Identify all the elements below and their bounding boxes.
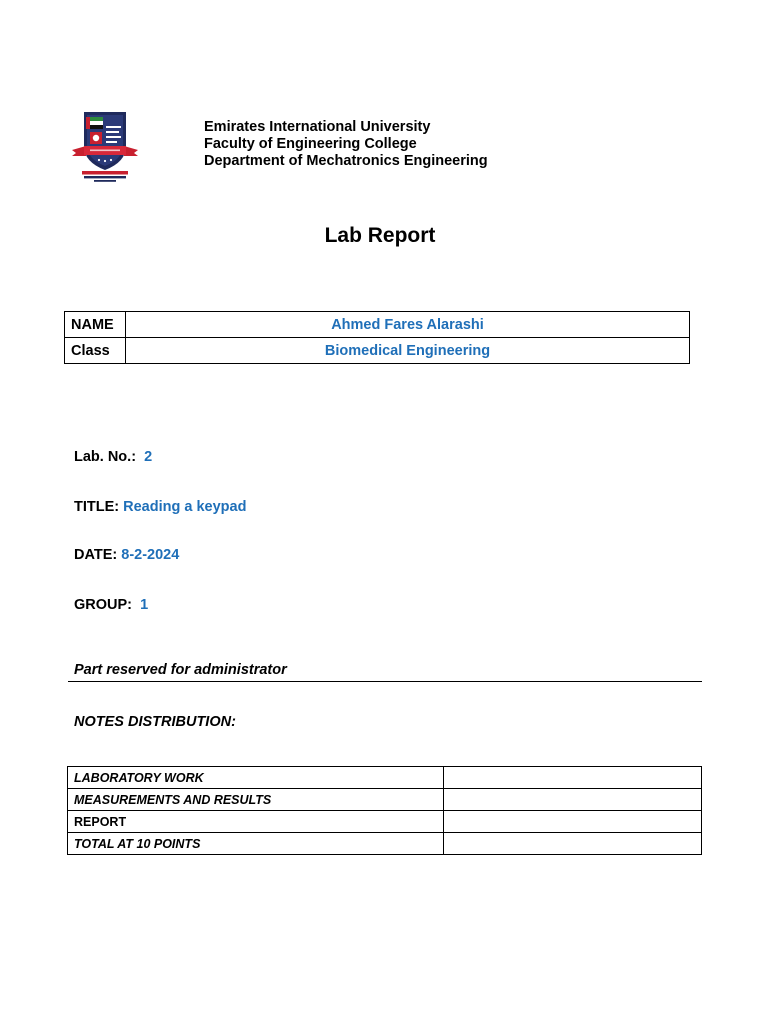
title-field xyxy=(74,499,246,515)
student-info-table xyxy=(64,311,690,364)
group-value: 1 xyxy=(140,597,149,613)
group-label: GROUP: xyxy=(74,597,132,613)
university-name: Emirates International University xyxy=(204,119,431,135)
class-value: Biomedical Engineering xyxy=(126,338,690,364)
grade-row-value[interactable] xyxy=(444,789,702,811)
table-row xyxy=(68,811,702,833)
table-row xyxy=(68,789,702,811)
lab-number-label: Lab. No.: xyxy=(74,449,137,465)
title-label: TITLE: xyxy=(74,499,120,515)
name-label: NAME xyxy=(65,312,126,338)
table-row xyxy=(65,338,690,364)
university-crest-icon xyxy=(66,106,144,184)
grade-row-label: MEASUREMENTS AND RESULTS xyxy=(68,789,444,811)
grade-row-value[interactable] xyxy=(444,811,702,833)
department-name: Department of Mechatronics Engineering xyxy=(204,152,488,169)
class-label: Class xyxy=(65,338,126,364)
lab-number-value: 2 xyxy=(144,449,153,465)
section-divider xyxy=(68,681,702,682)
lab-number-field xyxy=(74,449,152,465)
date-field xyxy=(74,547,179,563)
grade-row-label: REPORT xyxy=(68,811,444,833)
name-value: Ahmed Fares Alarashi xyxy=(126,312,690,338)
institution-header xyxy=(204,119,488,169)
date-label: DATE: xyxy=(74,547,118,563)
page-title: Lab Report xyxy=(324,224,436,247)
notes-distribution-heading: NOTES DISTRIBUTION: xyxy=(74,714,236,730)
title-value: Reading a keypad xyxy=(123,499,247,515)
group-field xyxy=(74,597,148,613)
table-row xyxy=(68,767,702,789)
table-row xyxy=(68,833,702,855)
admin-section-label: Part reserved for administrator xyxy=(74,662,287,678)
date-value: 8-2-2024 xyxy=(121,547,180,563)
grade-row-value[interactable] xyxy=(444,767,702,789)
grade-row-label: LABORATORY WORK xyxy=(68,767,444,789)
faculty-name: Faculty of Engineering College xyxy=(204,135,417,152)
grade-row-value[interactable] xyxy=(444,833,702,855)
table-row xyxy=(65,312,690,338)
grade-table xyxy=(67,766,702,855)
grade-row-label: TOTAL AT 10 POINTS xyxy=(68,833,444,855)
